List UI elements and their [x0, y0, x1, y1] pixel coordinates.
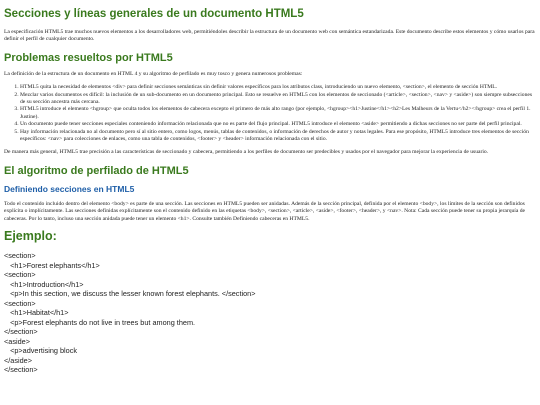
- intro-paragraph: La especificación HTML5 trae muchos nuevos elementos a los desarrolladores web, permitiéndoles describir la estructura de un documento web con semántica estandarizada. Este documento describe estos elementos y cómo usarlos para definir el perfil de cualquier documento.: [4, 29, 535, 43]
- code-line: <p>advertising block: [4, 346, 78, 356]
- problems-closing: De manera más general, HTML5 trae precisión a las características de seccionado y cabecera, permitiendo a los perfiles de documento ser predecibles y usados por el navegador para mejorar la experiencia de usuario.: [4, 149, 489, 156]
- list-item: 2. Mezclar varios documentos es difícil: la inclusión de un sub-documento en un documento principal. Esto se resuelve en HTML5 con los elementos de seccionado (<article>, <section>, <nav> y <aside>) son siempre subsecciones de su sección ancestra más cercana.: [20, 92, 536, 107]
- code-line: </section>: [4, 327, 38, 337]
- example-heading: Ejemplo:: [4, 229, 57, 244]
- page-title: Secciones y líneas generales de un documento HTML5: [4, 8, 304, 20]
- code-line: <section>: [4, 270, 36, 280]
- code-line: <p>In this section, we discuss the lesser known forest elephants. </section>: [4, 289, 256, 299]
- example-code-block: [4, 251, 536, 375]
- algorithm-paragraph: Todo el contenido incluido dentro del elemento <body> es parte de una sección. Las secciones en HTML5 pueden ser anidadas. Además de la sección principal, definida por el elemento <body>, los límites de la sección son definidos explícita o implícitamente. Las secciones definidas explícitamente son el contenido definido en las etiquetas <body>, <section>, <article>, <aside>, <footer>, <header>, y <nav>. Nota: Cada sección puede tener su propia jerarquía de cabeceras. Por lo tanto, incluso una sección anidada puede tener un elemento <h1>. Consulte también Definiendo cabeceras en HTML5.: [4, 200, 526, 222]
- list-item: 3. HTML5 introduce el elemento <hgroup> que oculta todos los elementos de cabecera excepto el primero de más alto rango (por ejemplo, <hgroup><h1>Justine</h1><h2>Les Malheurs de la Vertu</h2></hgroup> crea el perfil 1. Justine).: [20, 106, 536, 121]
- list-item: 4. Un documento puede tener secciones especiales conteniendo información relacionada que no es parte del flujo principal. HTML5 introduce el elemento <aside> permitiendo a dichas secciones no ser parte del perfil principal.: [20, 121, 536, 128]
- list-item: 5. Hay información relacionada no al documento pero sí al sitio entero, como logos, menús, tablas de contenidos, o información de derechos de autor y notas legales. Para ese propósito, HTML5 introduce tres elementos de sección específicos: <nav> para colecciones de enlaces, como una tabla de contenidos, <footer> y <header> información relacionada con el sitio.: [20, 129, 536, 144]
- code-line: <aside>: [4, 336, 30, 346]
- problems-list: [4, 84, 536, 143]
- code-line: <h1>Habitat</h1>: [4, 308, 69, 318]
- code-line: <h1>Introduction</h1>: [4, 279, 84, 289]
- section-heading-algorithm: El algoritmo de perfilado de HTML5: [4, 164, 189, 177]
- list-item: 1. HTML5 quita la necesidad de elementos <div> para definir secciones semánticas sin definir valores específicos para los atributos class, introduciendo un nuevo elemento, <section>, el elemento de sección HTML.: [20, 84, 536, 91]
- code-line: <h1>Forest elephants</h1>: [4, 260, 100, 270]
- code-line: </aside>: [4, 355, 32, 365]
- code-line: <section>: [4, 251, 36, 261]
- problems-lead: La definición de la estructura de un documento en HTML 4 y su algoritmo de perfilado es muy tosco y genera numerosos problemas:: [4, 70, 303, 77]
- code-line: <section>: [4, 298, 36, 308]
- code-line: <p>Forest elephants do not live in trees but among them.: [4, 317, 196, 327]
- subheading-defining-sections: Definiendo secciones en HTML5: [4, 183, 135, 194]
- code-line: </section>: [4, 365, 38, 375]
- section-heading-problems: Problemas resueltos por HTML5: [4, 51, 173, 64]
